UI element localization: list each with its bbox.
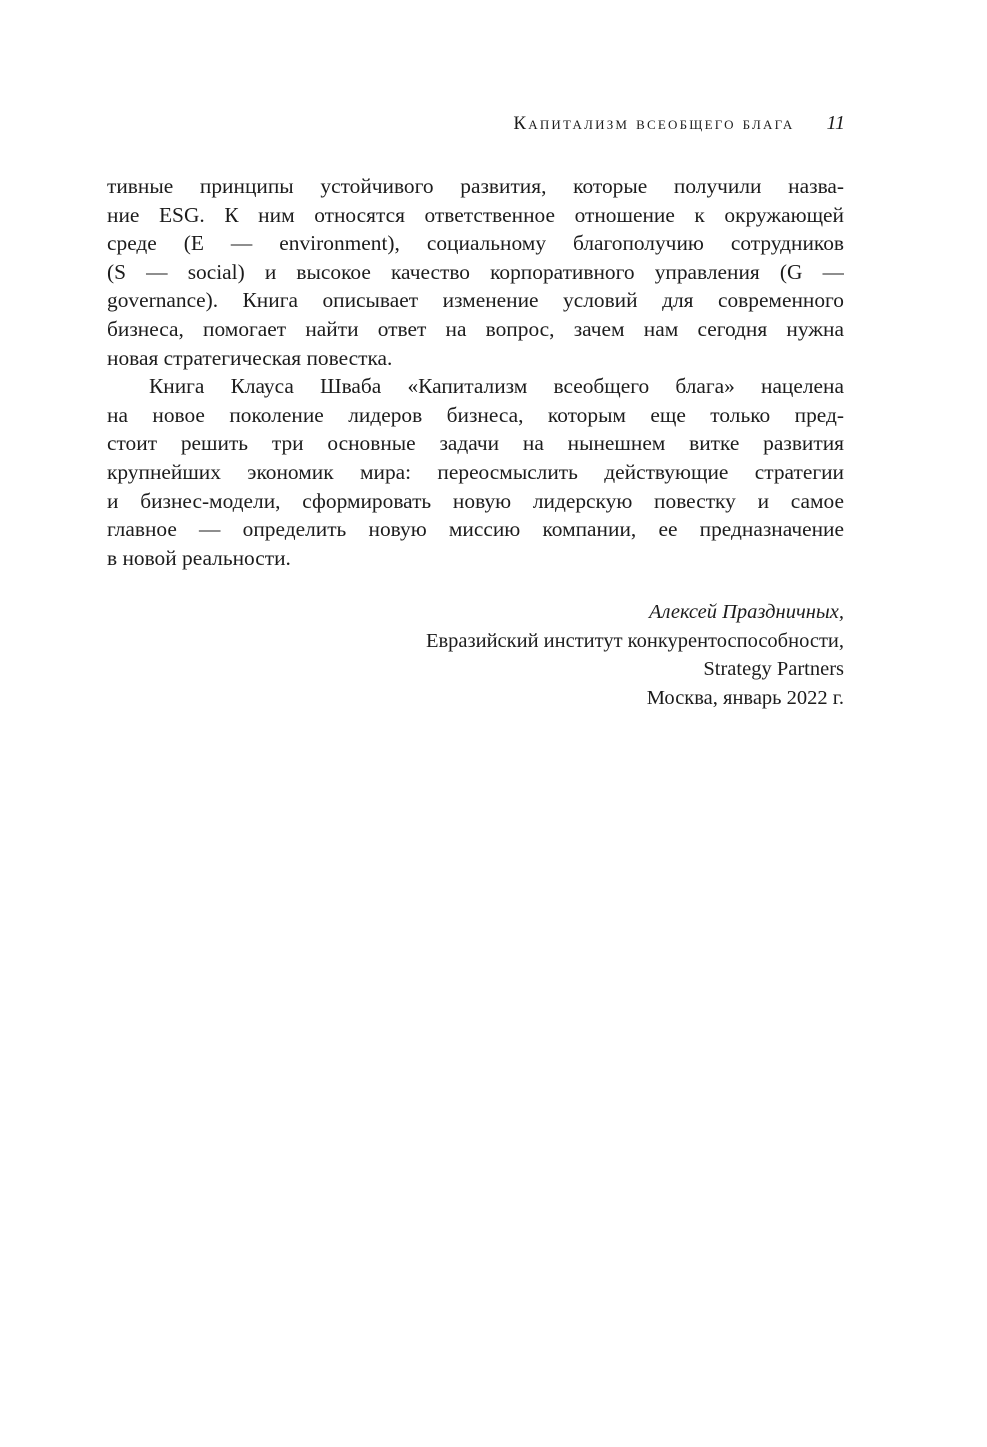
author-company: Strategy Partners <box>703 658 844 681</box>
text-line: бизнеса, помогает найти ответ на вопрос, зачем нам сегодня нужна <box>107 316 844 341</box>
text-line: стоит решить три основные задачи на нынешнем витке развития <box>107 431 844 456</box>
text-line: Книга Клауса Шваба «Капитализм всеобщего блага» нацелена <box>149 374 844 399</box>
text-line: новая стратегическая повестка. <box>107 345 393 370</box>
text-line: ние ESG. К ним относятся ответственное отношение к окружающей <box>107 202 844 227</box>
text-line: governance). Книга описывает изменение условий для современного <box>107 288 844 313</box>
text-line: (S — social) и высокое качество корпоративного управления (G — <box>107 259 844 284</box>
text-line: главное — определить новую миссию компании, ее предназначение <box>107 517 844 542</box>
text-line: на новое поколение лидеров бизнеса, которым еще только пред- <box>107 402 844 427</box>
body-text <box>107 172 844 572</box>
place-date: Москва, январь 2022 г. <box>646 686 844 709</box>
text-line: в новой реальности. <box>107 545 291 570</box>
author-name: Алексей Праздничных, <box>648 601 844 623</box>
signature-block <box>426 598 844 712</box>
page-number: 11 <box>826 112 845 134</box>
text-line: среде (E — environment), социальному благополучию сотрудников <box>107 231 844 256</box>
paragraph-1 <box>107 172 844 372</box>
paragraph-2 <box>107 372 844 572</box>
text-line: тивные принципы устойчивого развития, которые получили назва- <box>107 174 844 198</box>
text-line: и бизнес-модели, сформировать новую лидерскую повестку и самое <box>107 488 844 513</box>
running-head <box>107 112 845 138</box>
running-title: Капитализм всеобщего блага <box>513 113 795 134</box>
text-line: крупнейших экономик мира: переосмыслить действующие стратегии <box>107 459 844 484</box>
author-affiliation: Евразийский институт конкурентоспособности, <box>425 629 844 652</box>
